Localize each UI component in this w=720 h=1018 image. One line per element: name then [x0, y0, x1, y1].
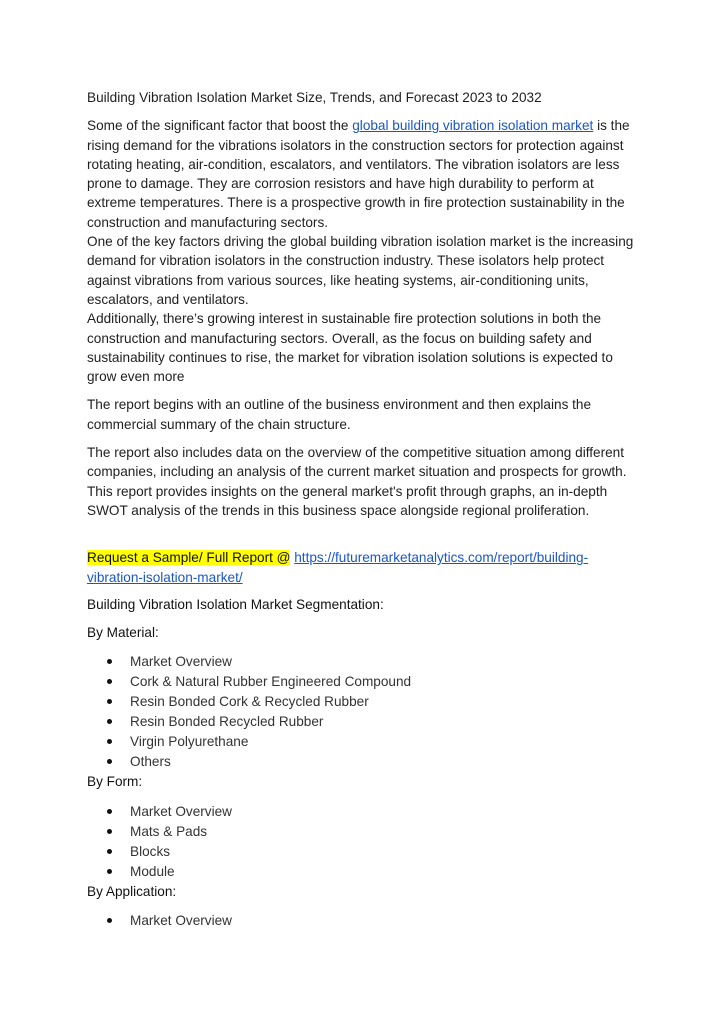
material-list: [87, 652, 635, 772]
by-application-heading: By Application:: [87, 883, 177, 899]
list-item: Market Overview: [87, 911, 635, 931]
segmentation-title: Building Vibration Isolation Market Segmentation:: [87, 596, 384, 612]
intro-text-after-link: is the rising demand for the vibrations isolators in the construction sectors for protection against rotating heating, air-condition, escalators, and ventilators. The vibration isolators are less prone to damage. They are corrosion resistors and have high durability to perform at extreme temperatures. There is a prospective growth in fire protection sustainability in the construction and manufacturing sectors.: [87, 118, 630, 230]
document-body: [87, 88, 635, 931]
form-list: [87, 802, 635, 882]
by-form-heading: By Form:: [87, 774, 143, 790]
intro-text-before-link: Some of the significant factor that boost the: [87, 118, 353, 134]
key-factors-paragraph: One of the key factors driving the global building vibration isolation market is the increasing demand for vibration isolators in the construction industry. These isolators help protect against vibrations from various sources, like heating systems, air-conditioning units, escalators, and ventilators.: [87, 234, 634, 307]
list-item: Mats & Pads: [87, 822, 635, 842]
market-link[interactable]: global building vibration isolation market: [352, 118, 594, 134]
report-overview-paragraph: The report also includes data on the overview of the competitive situation among different companies, including an analysis of the current market situation and prospects for growth. This report provides insights on the general market's profit through graphs, an in-depth SWOT analysis of the trends in this business space alongside regional proliferation.: [87, 445, 627, 518]
sustainability-paragraph: Additionally, there’s growing interest in sustainable fire protection solutions in both the construction and manufacturing sectors. Overall, as the focus on building safety and sustainability continues to rise, the market for vibration isolation solutions is expected to grow even more: [87, 311, 613, 385]
list-item: Market Overview: [87, 652, 635, 672]
list-item: Blocks: [87, 842, 635, 862]
list-item: Virgin Polyurethane: [87, 732, 635, 752]
list-item: Others: [87, 752, 635, 772]
list-item: Cork & Natural Rubber Engineered Compound: [87, 672, 635, 692]
report-outline-paragraph: The report begins with an outline of the business environment and then explains the commercial summary of the chain structure.: [87, 397, 592, 432]
application-list: [87, 911, 635, 931]
report-url-link[interactable]: https://futuremarketanalytics.com/report/building-vibration-isolation-market/: [87, 550, 589, 585]
intro-paragraph: [87, 116, 635, 232]
document-title: Building Vibration Isolation Market Size, Trends, and Forecast 2023 to 2032: [87, 90, 542, 105]
request-sample-line: [87, 548, 635, 587]
list-item: Market Overview: [87, 802, 635, 822]
list-item: Module: [87, 862, 635, 882]
list-item: Resin Bonded Cork & Recycled Rubber: [87, 692, 635, 712]
by-material-heading: By Material:: [87, 625, 159, 641]
request-sample-label: Request a Sample/ Full Report @: [87, 550, 291, 566]
list-item: Resin Bonded Recycled Rubber: [87, 712, 635, 732]
